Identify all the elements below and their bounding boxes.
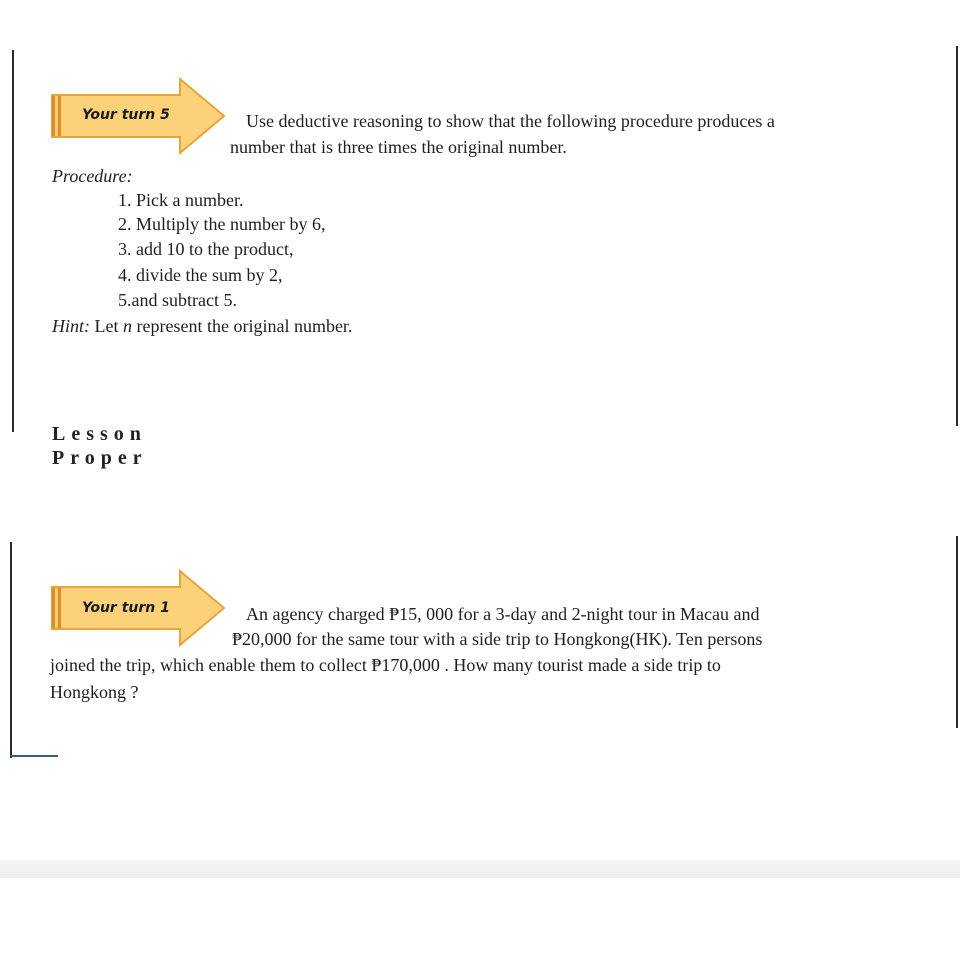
arrow-stripe-2: [58, 96, 61, 136]
prompt-line-1: Use deductive reasoning to show that the following procedure produces a: [246, 111, 775, 131]
hint-line: [52, 313, 352, 339]
procedure-step-4: 4. divide the sum by 2,: [118, 265, 283, 285]
hint-text-after: represent the original number.: [132, 316, 353, 336]
left-border-top: [12, 50, 14, 432]
problem-line-1: An agency charged ₱15, 000 for a 3-day and 2-night tour in Macau and: [246, 604, 760, 624]
arrow-stripe-1: [52, 96, 55, 136]
problem-line-4: Hongkong ?: [50, 682, 139, 702]
prompt-line-2: number that is three times the original number.: [230, 137, 567, 157]
procedure-step-3: 3. add 10 to the product,: [118, 239, 294, 259]
procedure-step-2: 2. Multiply the number by 6,: [118, 214, 326, 234]
procedure-heading: Procedure:: [52, 166, 133, 186]
arrow-stripe-1: [52, 588, 55, 628]
procedure-step-1: 1. Pick a number.: [118, 190, 244, 210]
procedure-step-5: 5.and subtract 5.: [118, 290, 237, 310]
right-border-bottom: [956, 536, 958, 728]
your-turn-5-label: Your turn 5: [82, 107, 170, 123]
cut-off-heading: [52, 423, 192, 469]
problem-line-2: ₱20,000 for the same tour with a side trip to Hongkong(HK). Ten persons: [232, 629, 763, 649]
problem-line-3: joined the trip, which enable them to collect ₱170,000 . How many tourist made a side trip to: [50, 655, 721, 675]
hint-label: Hint:: [52, 316, 90, 336]
arrow-stripe-2: [58, 588, 61, 628]
hint-variable: n: [123, 316, 132, 336]
left-border-bottom: [10, 542, 12, 758]
hint-text-before: Let: [90, 316, 123, 336]
cut-off-heading-text: Lesson Proper: [52, 423, 148, 469]
your-turn-1-label: Your turn 1: [82, 600, 170, 616]
bottom-band: [0, 860, 960, 878]
bottom-divider: [10, 755, 58, 757]
right-border-top: [956, 46, 958, 426]
